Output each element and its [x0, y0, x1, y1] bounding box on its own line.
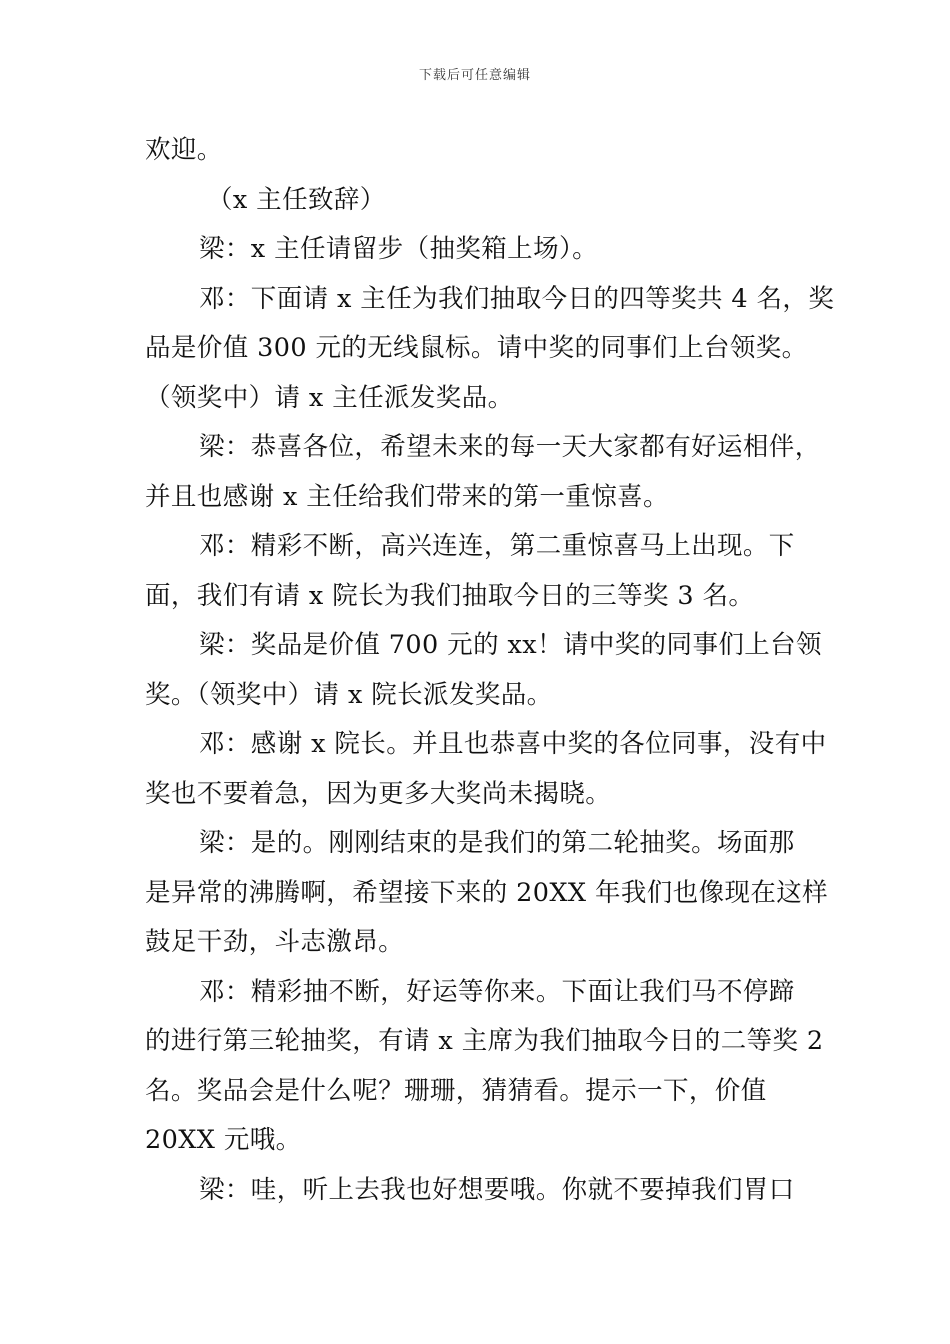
text-line: 并且也感谢 x 主任给我们带来的第一重惊喜。: [145, 481, 669, 512]
text-line: （x 主任致辞）: [207, 184, 386, 215]
text-line: 欢迎。: [145, 135, 223, 165]
text-line: 20XX 元哦。: [145, 1125, 302, 1155]
text-line: 是异常的沸腾啊，希望接下来的 20XX 年我们也像现在这样: [145, 877, 829, 908]
text-line: 梁：是的。刚刚结束的是我们的第二轮抽奖。场面那: [199, 828, 795, 858]
text-line: 奖。（领奖中）请 x 院长派发奖品。: [145, 679, 553, 710]
text-line: （领奖中）请 x 主任派发奖品。: [145, 382, 514, 413]
text-line: 邓：下面请 x 主任为我们抽取今日的四等奖共 4 名，奖: [199, 283, 835, 314]
text-line: 鼓足干劲，斗志激昂。: [145, 927, 405, 957]
text-line: 品是价值 300 元的无线鼠标。请中奖的同事们上台领奖。: [145, 333, 808, 363]
text-line: 邓：感谢 x 院长。并且也恭喜中奖的各位同事，没有中: [199, 729, 827, 759]
text-line: 的进行第三轮抽奖，有请 x 主席为我们抽取今日的二等奖 2: [145, 1026, 824, 1056]
text-line: 面，我们有请 x 院长为我们抽取今日的三等奖 3 名。: [145, 580, 755, 611]
text-line: 奖也不要着急，因为更多大奖尚未揭晓。: [145, 778, 612, 809]
text-line: 邓：精彩抽不断，好运等你来。下面让我们马不停蹄: [199, 976, 795, 1007]
text-line: 梁：奖品是价值 700 元的 xx！请中奖的同事们上台领: [199, 630, 822, 660]
text-line: 名。奖品会是什么呢？珊珊，猜猜看。提示一下，价值: [145, 1075, 767, 1106]
text-line: 梁：哇，听上去我也好想要哦。你就不要掉我们胃口: [199, 1174, 795, 1205]
page-header-note: 下载后可任意编辑: [418, 68, 531, 83]
document-body: [145, 126, 835, 1215]
text-line: 梁：恭喜各位，希望未来的每一天大家都有好运相伴，: [199, 432, 821, 462]
text-line: 邓：精彩不断，高兴连连，第二重惊喜马上出现。下: [199, 531, 795, 561]
text-line: 梁：x 主任请留步（抽奖箱上场）。: [199, 234, 599, 264]
